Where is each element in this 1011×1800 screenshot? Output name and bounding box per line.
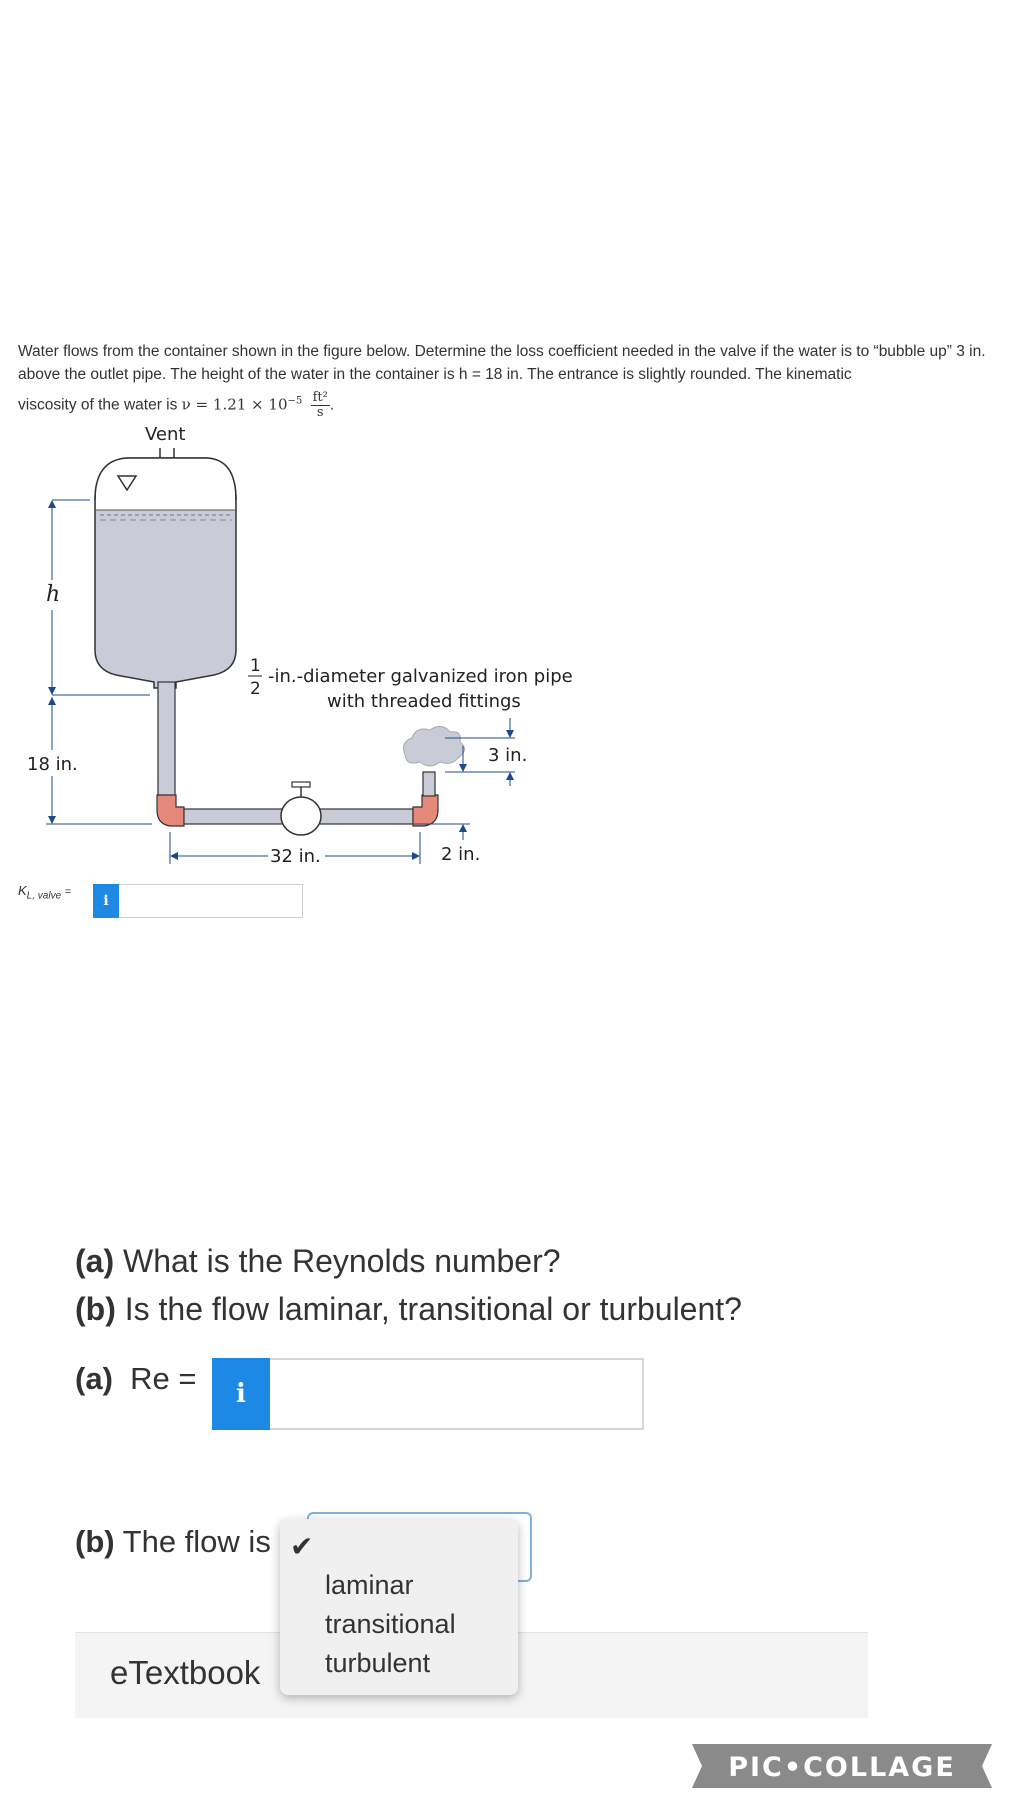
pipe-system-figure: [0, 420, 620, 880]
questions-block: [75, 1237, 742, 1333]
pipe-desc-line2: with threaded fittings: [327, 691, 521, 712]
left-elbow: [157, 795, 184, 826]
k-symbol: K: [18, 883, 27, 898]
pic-collage-watermark: [692, 1744, 992, 1788]
k-valve-info-button[interactable]: i: [93, 884, 119, 918]
k-equals: =: [64, 886, 72, 898]
problem-statement: [18, 340, 1003, 386]
flow-text: The flow is: [122, 1524, 271, 1559]
re-label: Re =: [130, 1361, 197, 1396]
question-b-tag: (b): [75, 1291, 116, 1327]
horizontal-pipe-left: [184, 809, 284, 824]
question-b: [75, 1285, 742, 1333]
2in-arrow-top: [459, 764, 467, 772]
option-turbulent[interactable]: turbulent: [325, 1648, 431, 1678]
k-valve-input[interactable]: [119, 884, 303, 918]
height-label: 18 in.: [27, 754, 78, 775]
nu-prefix: viscosity of the water is: [18, 396, 178, 414]
vent-pipe: [160, 448, 174, 458]
re-input[interactable]: [270, 1358, 644, 1430]
re-answer-row: [75, 1361, 196, 1397]
k-subscript: L, valve: [26, 890, 62, 902]
pipe-frac-den: 2: [250, 679, 261, 699]
flow-tag: (b): [75, 1524, 115, 1559]
option-transitional[interactable]: transitional: [325, 1609, 456, 1639]
h-label: h: [46, 582, 61, 607]
question-a-text: What is the Reynolds number?: [123, 1243, 561, 1279]
outlet-height-label: 2 in.: [441, 844, 481, 865]
question-a-tag: (a): [75, 1243, 115, 1279]
vent-label: Vent: [145, 424, 186, 445]
etextbook-label[interactable]: eTextbook: [110, 1654, 261, 1691]
pipe-frac-num: 1: [250, 656, 261, 676]
right-elbow: [413, 795, 438, 826]
vertical-pipe: [158, 682, 175, 797]
flow-answer-row: [75, 1524, 271, 1560]
option-laminar[interactable]: laminar: [325, 1570, 414, 1600]
checkmark-icon: ✔: [290, 1531, 314, 1562]
viscosity-line: [18, 391, 334, 420]
tank-air-space: [96, 458, 235, 510]
k-valve-label: [18, 883, 71, 902]
horizontal-pipe-right: [318, 809, 413, 824]
valve: [281, 797, 321, 835]
nu-unit-denominator: s: [316, 405, 324, 420]
2in-arrow-bottom: [459, 824, 467, 832]
question-b-text: Is the flow laminar, transitional or turbulent?: [124, 1291, 742, 1327]
length-label: 32 in.: [270, 846, 321, 867]
water-bubble: [404, 726, 465, 766]
outlet-riser: [423, 772, 435, 796]
bubble-height-label: 3 in.: [488, 745, 528, 766]
nu-end: .: [329, 396, 335, 414]
nu-exponent: −5: [287, 395, 303, 407]
question-a: [75, 1237, 742, 1285]
re-tag: (a): [75, 1361, 113, 1396]
watermark-text: PIC•COLLAGE: [728, 1752, 956, 1783]
nu-unit-numerator: ft²: [312, 390, 328, 405]
problem-text: Water flows from the container shown in the figure below. Determine the loss coefficient needed in the valve if the water is to “bubble up” 3 in. above the outlet pipe. The height of the water in the container is h = 18 in. The entrance is slightly rounded. The kinematic: [18, 343, 986, 383]
nu-unit-fraction: [311, 391, 330, 420]
pipe-desc-line1: -in.-diameter galvanized iron pipe: [268, 666, 573, 687]
nu-value: ν = 1.21 × 10: [181, 395, 288, 414]
re-info-button[interactable]: i: [212, 1358, 270, 1430]
valve-handle: [292, 782, 310, 787]
